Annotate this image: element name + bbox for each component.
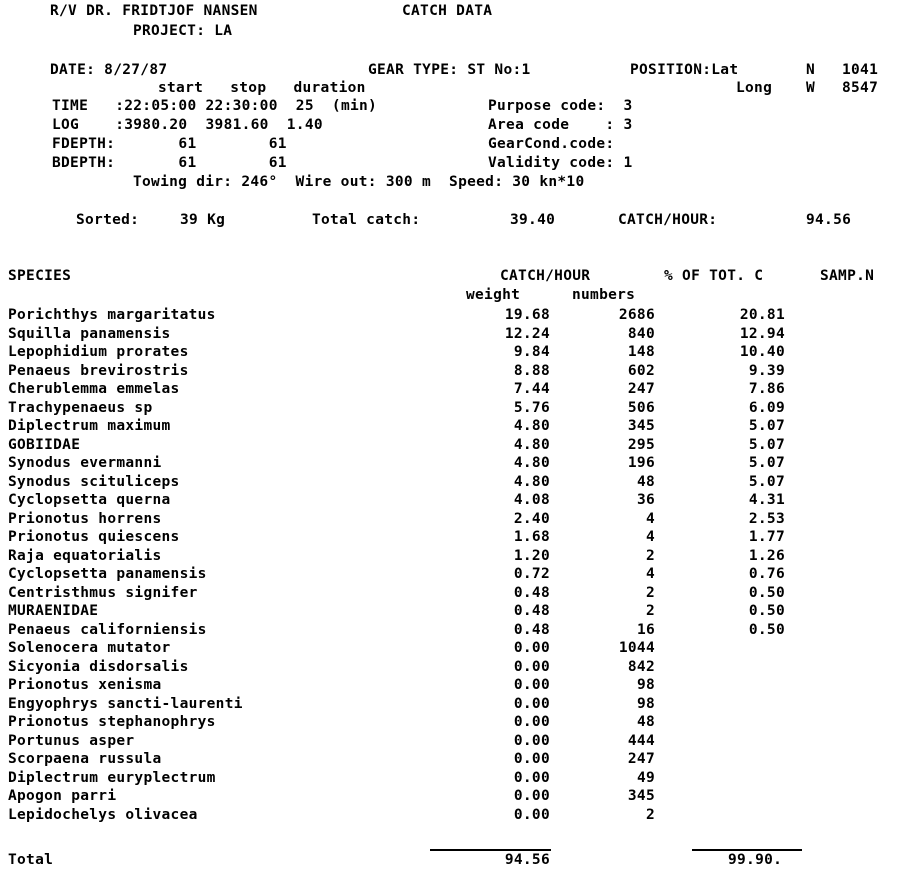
species-name: Raja equatorialis (8, 548, 162, 564)
species-name: Cyclopsetta querna (8, 492, 171, 508)
species-name: Cherublemma emmelas (8, 381, 180, 397)
validity-code: Validity code: 1 (488, 155, 633, 171)
weight-value: 0.00 (513, 677, 550, 693)
species-name: Apogon parri (8, 788, 117, 804)
time-row: TIME :22:05:00 22:30:00 25 (min) (52, 98, 378, 114)
catch-per-hour-label: CATCH/HOUR: (618, 212, 718, 228)
weight-value: 1.20 (513, 548, 550, 564)
numbers-value: 196 (627, 455, 655, 471)
weight-total-rule (430, 849, 551, 851)
weight-header: weight (466, 287, 521, 303)
numbers-value: 2 (645, 548, 655, 564)
species-name: Diplectrum maximum (8, 418, 171, 434)
weight-value: 0.72 (513, 566, 550, 582)
species-name: Diplectrum euryplectrum (8, 770, 216, 786)
weight-value: 4.08 (513, 492, 550, 508)
numbers-value: 345 (627, 788, 655, 804)
pct-value: 4.31 (748, 492, 785, 508)
weight-value: 5.76 (513, 400, 550, 416)
weight-value: 7.44 (513, 381, 550, 397)
total-label: Total (8, 852, 54, 868)
weight-value: 0.00 (513, 788, 550, 804)
species-name: Portunus asper (8, 733, 135, 749)
species-name: Sicyonia disdorsalis (8, 659, 189, 675)
numbers-value: 36 (636, 492, 655, 508)
purpose-code: Purpose code: 3 (488, 98, 633, 114)
weight-value: 0.00 (513, 640, 550, 656)
species-name: Penaeus brevirostris (8, 363, 189, 379)
numbers-header: numbers (572, 287, 636, 303)
time-column-headers: start stop duration (158, 80, 366, 96)
species-name: Synodus evermanni (8, 455, 162, 471)
species-name: Trachypenaeus sp (8, 400, 153, 416)
weight-value: 9.84 (513, 344, 550, 360)
long-value: 8547 (842, 80, 879, 96)
vessel-name: R/V DR. FRIDTJOF NANSEN (50, 3, 258, 19)
pct-value: 0.50 (748, 603, 785, 619)
fdepth-row: FDEPTH: 61 61 (52, 136, 287, 152)
pct-total-header: % OF TOT. C (664, 268, 764, 284)
numbers-value: 840 (627, 326, 655, 342)
sorted-value: 39 Kg (180, 212, 226, 228)
lat-hemisphere: N (806, 62, 816, 78)
species-name: Squilla panamensis (8, 326, 171, 342)
pct-value: 12.94 (739, 326, 785, 342)
lat-value: 1041 (842, 62, 879, 78)
position-long-label: Long (736, 80, 773, 96)
weight-value: 0.00 (513, 696, 550, 712)
species-name: GOBIIDAE (8, 437, 81, 453)
pct-value: 1.26 (748, 548, 785, 564)
numbers-value: 345 (627, 418, 655, 434)
numbers-value: 2686 (618, 307, 655, 323)
weight-value: 4.80 (513, 437, 550, 453)
project-label: PROJECT: LA (133, 23, 233, 39)
gear-condition-code: GearCond.code: (488, 136, 615, 152)
weight-value: 0.48 (513, 585, 550, 601)
numbers-value: 98 (636, 696, 655, 712)
weight-value: 0.00 (513, 807, 550, 823)
weight-value: 4.80 (513, 418, 550, 434)
log-row: LOG :3980.20 3981.60 1.40 (52, 117, 323, 133)
pct-value: 5.07 (748, 474, 785, 490)
total-weight: 94.56 (504, 852, 550, 868)
document-title: CATCH DATA (402, 3, 493, 19)
species-name: Synodus scituliceps (8, 474, 180, 490)
numbers-value: 247 (627, 751, 655, 767)
numbers-value: 148 (627, 344, 655, 360)
catch-hour-header: CATCH/HOUR (500, 268, 591, 284)
weight-value: 12.24 (504, 326, 550, 342)
weight-value: 19.68 (504, 307, 550, 323)
sorted-label: Sorted: (76, 212, 140, 228)
pct-value: 5.07 (748, 437, 785, 453)
weight-value: 2.40 (513, 511, 550, 527)
weight-value: 0.00 (513, 659, 550, 675)
species-name: MURAENIDAE (8, 603, 99, 619)
numbers-value: 247 (627, 381, 655, 397)
weight-value: 1.68 (513, 529, 550, 545)
weight-value: 0.00 (513, 770, 550, 786)
weight-value: 8.88 (513, 363, 550, 379)
species-name: Prionotus horrens (8, 511, 162, 527)
date-field: DATE: 8/27/87 (50, 62, 168, 78)
numbers-value: 98 (636, 677, 655, 693)
species-name: Prionotus xenisma (8, 677, 162, 693)
weight-value: 4.80 (513, 455, 550, 471)
numbers-value: 842 (627, 659, 655, 675)
pct-value: 1.77 (748, 529, 785, 545)
numbers-value: 4 (645, 511, 655, 527)
pct-value: 20.81 (739, 307, 785, 323)
pct-value: 0.76 (748, 566, 785, 582)
bdepth-row: BDEPTH: 61 61 (52, 155, 287, 171)
species-name: Engyophrys sancti-laurenti (8, 696, 243, 712)
numbers-value: 4 (645, 566, 655, 582)
position-lat-label: POSITION:Lat (630, 62, 739, 78)
numbers-value: 602 (627, 363, 655, 379)
catch-per-hour-value: 94.56 (806, 212, 852, 228)
weight-value: 4.80 (513, 474, 550, 490)
species-name: Porichthys margaritatus (8, 307, 216, 323)
numbers-value: 1044 (618, 640, 655, 656)
species-name: Prionotus quiescens (8, 529, 180, 545)
weight-value: 0.00 (513, 714, 550, 730)
species-name: Scorpaena russula (8, 751, 162, 767)
total-percent: 99.90. (728, 852, 783, 868)
species-header: SPECIES (8, 268, 72, 284)
numbers-value: 48 (636, 474, 655, 490)
long-hemisphere: W (806, 80, 816, 96)
gear-type-field: GEAR TYPE: ST No:1 (368, 62, 531, 78)
pct-value: 10.40 (739, 344, 785, 360)
weight-value: 0.48 (513, 603, 550, 619)
pct-value: 5.07 (748, 455, 785, 471)
species-name: Lepophidium prorates (8, 344, 189, 360)
numbers-value: 49 (636, 770, 655, 786)
towing-info: Towing dir: 246° Wire out: 300 m Speed: 30 kn*10 (133, 174, 585, 190)
weight-value: 0.00 (513, 733, 550, 749)
numbers-value: 16 (636, 622, 655, 638)
species-name: Centristhmus signifer (8, 585, 198, 601)
pct-value: 5.07 (748, 418, 785, 434)
numbers-value: 2 (645, 585, 655, 601)
total-catch-label: Total catch: (312, 212, 421, 228)
pct-total-rule (692, 849, 802, 851)
pct-value: 6.09 (748, 400, 785, 416)
total-catch-value: 39.40 (510, 212, 556, 228)
numbers-value: 4 (645, 529, 655, 545)
numbers-value: 444 (627, 733, 655, 749)
pct-value: 2.53 (748, 511, 785, 527)
weight-value: 0.00 (513, 751, 550, 767)
sample-no-header: SAMP.N (820, 268, 875, 284)
weight-value: 0.48 (513, 622, 550, 638)
numbers-value: 295 (627, 437, 655, 453)
pct-value: 0.50 (748, 585, 785, 601)
numbers-value: 2 (645, 603, 655, 619)
area-code: Area code : 3 (488, 117, 633, 133)
pct-value: 9.39 (748, 363, 785, 379)
numbers-value: 506 (627, 400, 655, 416)
species-name: Solenocera mutator (8, 640, 171, 656)
pct-value: 0.50 (748, 622, 785, 638)
species-name: Penaeus californiensis (8, 622, 207, 638)
species-name: Lepidochelys olivacea (8, 807, 198, 823)
species-name: Cyclopsetta panamensis (8, 566, 207, 582)
species-name: Prionotus stephanophrys (8, 714, 216, 730)
numbers-value: 2 (645, 807, 655, 823)
pct-value: 7.86 (748, 381, 785, 397)
numbers-value: 48 (636, 714, 655, 730)
